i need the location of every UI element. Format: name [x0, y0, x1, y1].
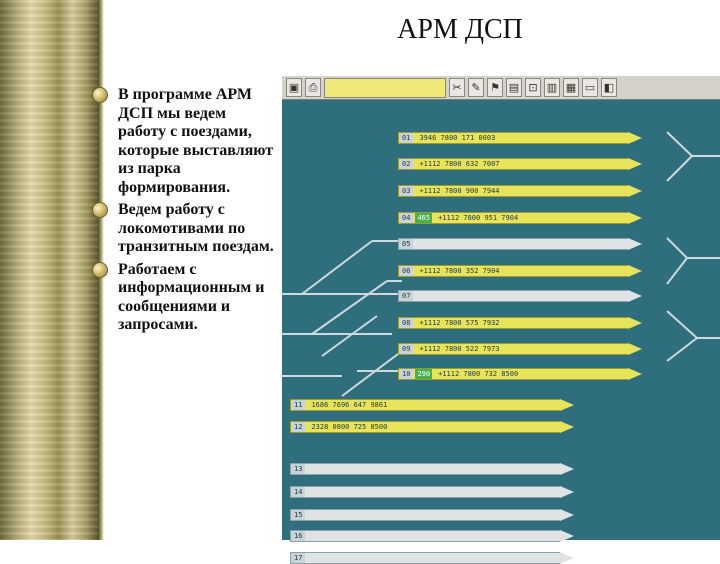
track-arrow-icon	[628, 290, 642, 302]
track-row[interactable]	[398, 317, 642, 329]
track-row[interactable]	[290, 486, 574, 498]
track-bar[interactable]	[398, 212, 628, 224]
decorative-frame	[0, 0, 98, 540]
bullet-item	[92, 261, 278, 335]
track-number: 12	[291, 422, 305, 432]
track-number: 10	[399, 369, 413, 379]
track-number: 17	[291, 553, 305, 563]
track-bar[interactable]	[398, 185, 628, 197]
track-bar[interactable]	[398, 158, 628, 170]
bullet-icon	[92, 87, 108, 103]
train-number: +1112 7800 632 7007	[419, 160, 500, 168]
track-row[interactable]	[398, 185, 642, 197]
track-arrow-icon	[560, 509, 574, 521]
track-row[interactable]	[290, 399, 574, 411]
track-number: 16	[291, 531, 305, 541]
track-number: 07	[399, 291, 413, 301]
track-bar[interactable]	[398, 238, 628, 250]
signal-icon[interactable]: ⊡	[525, 78, 541, 97]
track-row[interactable]	[290, 421, 574, 433]
track-arrow-icon	[628, 343, 642, 355]
track-arrow-icon	[560, 552, 574, 564]
track-arrow-icon	[628, 185, 642, 197]
train-number: +1112 7800 522 7973	[419, 345, 500, 353]
track-arrow-icon	[560, 486, 574, 498]
bullet-text: В программе АРМ ДСП мы ведем работу с поездами, которые выставляют из парка формирования.	[118, 86, 274, 196]
window-icon[interactable]: ◧	[601, 78, 617, 97]
track-bar[interactable]	[398, 317, 628, 329]
track-row[interactable]	[290, 463, 574, 475]
grid-icon[interactable]: ▦	[563, 78, 579, 97]
print-icon[interactable]: ⎙	[305, 78, 321, 97]
track-bar[interactable]	[290, 463, 560, 475]
station-screen	[282, 76, 720, 562]
bullet-list	[92, 86, 278, 339]
locomotive-badge[interactable]: 290	[417, 370, 431, 378]
track-bar[interactable]	[398, 265, 628, 277]
track-bar[interactable]	[290, 530, 560, 542]
bullet-text: Работаем с информационным и сообщениями и запросами.	[118, 260, 265, 333]
track-arrow-icon	[560, 399, 574, 411]
train-number: +1112 7800 900 7944	[419, 187, 500, 195]
track-row[interactable]	[398, 158, 642, 170]
track-arrow-icon	[560, 530, 574, 542]
track-bar[interactable]	[290, 399, 560, 411]
bullet-icon	[92, 262, 108, 278]
locomotive-badge[interactable]: 465	[417, 214, 431, 222]
track-bar[interactable]	[290, 509, 560, 521]
track-arrow-icon	[628, 212, 642, 224]
track-arrow-icon	[628, 132, 642, 144]
train-number: +1112 7800 732 8500	[438, 370, 519, 378]
bullet-item	[92, 86, 278, 197]
track-row[interactable]	[398, 265, 642, 277]
track-number: 04	[399, 213, 413, 223]
track-row[interactable]	[398, 238, 642, 250]
track-bar[interactable]	[398, 132, 628, 144]
track-number: 05	[399, 239, 413, 249]
track-row[interactable]	[398, 343, 642, 355]
track-row[interactable]	[290, 509, 574, 521]
track-arrow-icon	[560, 421, 574, 433]
save-icon[interactable]: ▣	[286, 78, 302, 97]
bullet-text: Ведем работу с локомотивами по транзитным поездам.	[118, 201, 274, 255]
track-row[interactable]	[398, 132, 642, 144]
flag-icon[interactable]: ⚑	[487, 78, 503, 97]
track-number: 01	[399, 133, 413, 143]
track-number: 09	[399, 344, 413, 354]
train-number: +1112 7800 951 7904	[438, 214, 519, 222]
track-number: 03	[399, 186, 413, 196]
track-bar[interactable]	[290, 421, 560, 433]
track-bar[interactable]	[398, 368, 628, 380]
track-arrow-icon	[628, 265, 642, 277]
train-number: 2328 0800 725 8500	[311, 423, 388, 431]
track-bar[interactable]	[398, 343, 628, 355]
track-arrow-icon	[628, 158, 642, 170]
train-number: +1112 7800 352 7904	[419, 267, 500, 275]
track-row[interactable]	[398, 290, 642, 302]
train-number: +1112 7800 575 7932	[419, 319, 500, 327]
train-number: 3946 7800 171 0003	[419, 134, 496, 142]
track-bar[interactable]	[290, 552, 560, 564]
monitor-icon[interactable]: ▭	[582, 78, 598, 97]
track-number: 14	[291, 487, 305, 497]
train-icon[interactable]: ▤	[506, 78, 522, 97]
track-row[interactable]	[290, 552, 574, 564]
track-arrow-icon	[628, 238, 642, 250]
track-row[interactable]	[290, 530, 574, 542]
panel-icon[interactable]: ▥	[544, 78, 560, 97]
track-row[interactable]	[398, 212, 642, 224]
track-bar[interactable]	[398, 290, 628, 302]
track-arrow-icon	[560, 463, 574, 475]
track-row[interactable]	[398, 368, 642, 380]
track-number: 02	[399, 159, 413, 169]
track-bar[interactable]	[290, 486, 560, 498]
track-arrow-icon	[628, 368, 642, 380]
track-number: 06	[399, 266, 413, 276]
train-number: 1686 7696 647 9861	[311, 401, 388, 409]
bullet-item	[92, 201, 278, 257]
track-number: 11	[291, 400, 305, 410]
track-arrow-icon	[628, 317, 642, 329]
edit-icon[interactable]: ✎	[468, 78, 484, 97]
track-number: 13	[291, 464, 305, 474]
track-number: 08	[399, 318, 413, 328]
track-number: 15	[291, 510, 305, 520]
bullet-icon	[92, 202, 108, 218]
page-title: АРМ ДСП	[397, 14, 523, 45]
cut-icon[interactable]: ✂	[449, 78, 465, 97]
